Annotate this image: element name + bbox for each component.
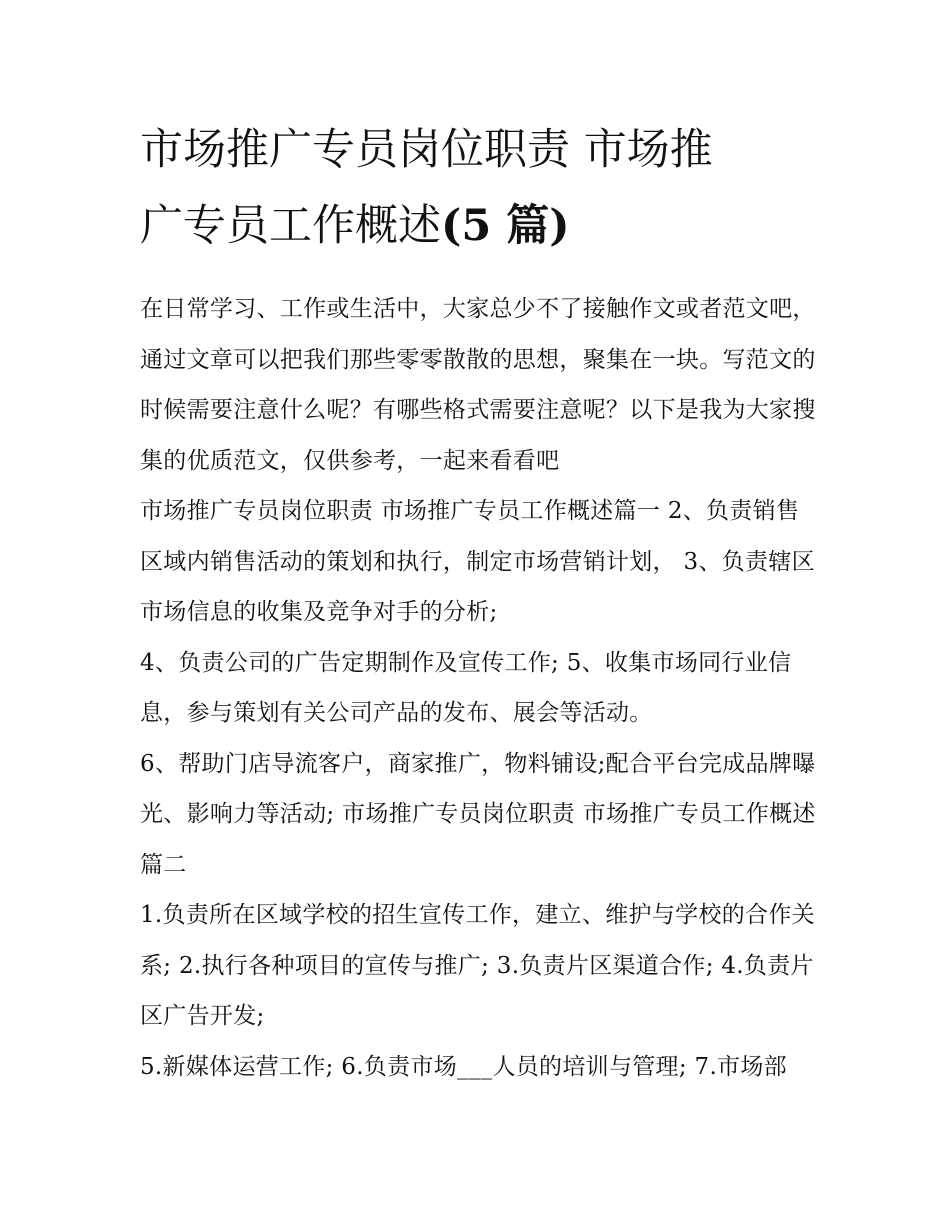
title-line-1: 市场推广专员岗位职责 市场推 <box>140 125 713 175</box>
title-suffix: (5 篇) <box>441 201 570 251</box>
paragraph-intro: 在日常学习、工作或生活中，大家总少不了接触作文或者范文吧，通过文章可以把我们那些零零散散的思想，聚集在一块。写范文的时候需要注意什么呢？有哪些格式需要注意呢？以下是我为大家搜集的优质范文，仅供参考，一起来看看吧 <box>140 296 816 474</box>
paragraph-section-2-items: 1.负责所在区域学校的招生宣传工作，建立、维护与学校的合作关系; 2.执行各种项目的宣传与推广; 3.负责片区渠道合作; 4.负责片区广告开发; <box>140 902 815 1029</box>
paragraph-section-2-more: 5.新媒体运营工作; 6.负责市场___人员的培训与管理; 7.市场部 <box>140 1053 787 1080</box>
paragraph-item-6: 6、帮助门店导流客户，商家推广，物料铺设;配合平台完成品牌曝光、影响力等活动; 市场推广专员岗位职责 市场推广专员工作概述篇二 <box>140 750 816 878</box>
title-line-2: 广专员工作概述 <box>140 201 441 251</box>
paragraph-section-1: 市场推广专员岗位职责 市场推广专员工作概述篇一 2、负责销售区域内销售活动的策划和执行，制定市场营销计划， 3、负责辖区市场信息的收集及竞争对手的分析; <box>140 498 815 625</box>
document-page <box>140 112 820 1092</box>
document-title <box>140 112 820 264</box>
paragraph-item-4-5: 4、负责公司的广告定期制作及宣传工作; 5、收集市场同行业信息，参与策划有关公司产品的发布、展会等活动。 <box>140 649 792 726</box>
